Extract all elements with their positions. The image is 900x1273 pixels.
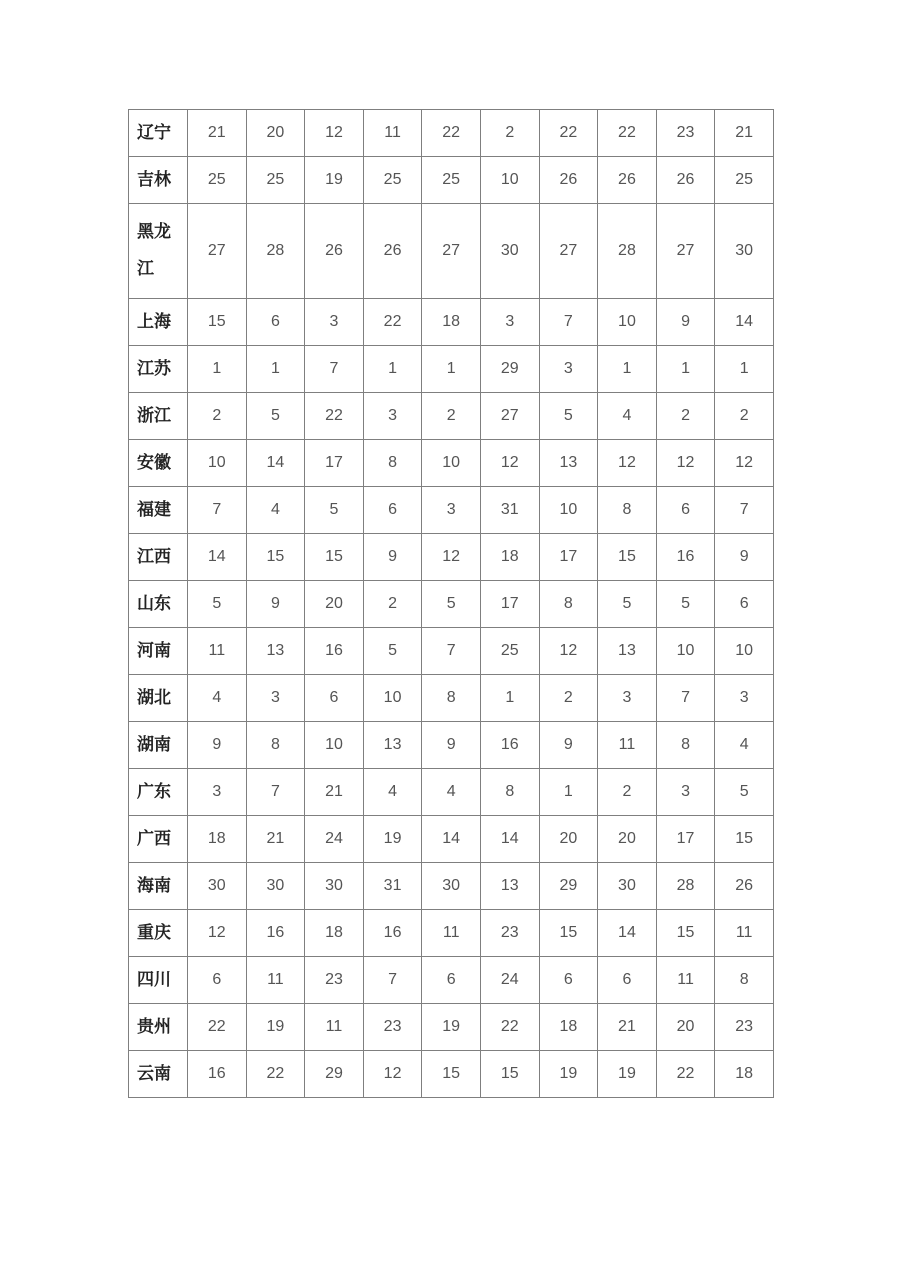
province-cell: 上海 — [129, 299, 188, 346]
table-row — [129, 581, 774, 628]
rank-cell: 22 — [598, 110, 657, 157]
rank-cell: 5 — [598, 581, 657, 628]
rank-cell: 22 — [656, 1051, 715, 1098]
rank-cell: 30 — [715, 204, 774, 299]
province-cell: 安徽 — [129, 440, 188, 487]
rank-cell: 9 — [246, 581, 305, 628]
rank-cell: 4 — [598, 393, 657, 440]
rank-cell: 21 — [305, 769, 364, 816]
rank-cell: 9 — [422, 722, 481, 769]
rank-cell: 28 — [598, 204, 657, 299]
rank-cell: 18 — [715, 1051, 774, 1098]
rank-cell: 25 — [246, 157, 305, 204]
rank-cell: 8 — [480, 769, 539, 816]
rank-cell: 15 — [480, 1051, 539, 1098]
province-cell: 贵州 — [129, 1004, 188, 1051]
rank-cell: 15 — [598, 534, 657, 581]
rank-cell: 27 — [656, 204, 715, 299]
rank-cell: 7 — [188, 487, 247, 534]
rank-cell: 23 — [363, 1004, 422, 1051]
rank-cell: 26 — [539, 157, 598, 204]
rank-cell: 6 — [305, 675, 364, 722]
rank-cell: 1 — [363, 346, 422, 393]
rank-cell: 5 — [422, 581, 481, 628]
rank-cell: 30 — [188, 863, 247, 910]
rank-cell: 5 — [539, 393, 598, 440]
rank-cell: 29 — [539, 863, 598, 910]
rank-cell: 22 — [539, 110, 598, 157]
rank-cell: 11 — [246, 957, 305, 1004]
rank-cell: 4 — [363, 769, 422, 816]
rank-cell: 7 — [363, 957, 422, 1004]
rank-cell: 3 — [188, 769, 247, 816]
rank-cell: 20 — [539, 816, 598, 863]
rank-cell: 7 — [422, 628, 481, 675]
province-cell — [129, 204, 188, 299]
table-row — [129, 487, 774, 534]
province-cell: 云南 — [129, 1051, 188, 1098]
rank-cell: 17 — [305, 440, 364, 487]
province-line: 江 — [137, 259, 154, 279]
table-row — [129, 628, 774, 675]
province-cell: 江西 — [129, 534, 188, 581]
rank-cell: 31 — [480, 487, 539, 534]
rank-cell: 4 — [422, 769, 481, 816]
province-cell: 河南 — [129, 628, 188, 675]
rank-cell: 3 — [363, 393, 422, 440]
rank-cell: 5 — [656, 581, 715, 628]
rank-cell: 27 — [422, 204, 481, 299]
rank-cell: 12 — [539, 628, 598, 675]
table-row — [129, 910, 774, 957]
rank-cell: 10 — [480, 157, 539, 204]
province-cell: 四川 — [129, 957, 188, 1004]
rank-cell: 30 — [480, 204, 539, 299]
rank-cell: 9 — [715, 534, 774, 581]
table-body — [129, 110, 774, 1098]
rank-cell: 3 — [656, 769, 715, 816]
rank-cell: 10 — [188, 440, 247, 487]
rank-cell: 3 — [715, 675, 774, 722]
rank-cell: 30 — [422, 863, 481, 910]
rank-cell: 4 — [188, 675, 247, 722]
rank-cell: 11 — [188, 628, 247, 675]
rank-cell: 5 — [246, 393, 305, 440]
rank-cell: 10 — [422, 440, 481, 487]
rank-cell: 10 — [539, 487, 598, 534]
rank-cell: 8 — [715, 957, 774, 1004]
rank-cell: 21 — [188, 110, 247, 157]
rank-cell: 15 — [246, 534, 305, 581]
rank-cell: 6 — [715, 581, 774, 628]
rank-cell: 1 — [188, 346, 247, 393]
rank-cell: 15 — [305, 534, 364, 581]
rank-cell: 13 — [480, 863, 539, 910]
rank-cell: 3 — [539, 346, 598, 393]
rank-cell: 19 — [305, 157, 364, 204]
rank-cell: 12 — [656, 440, 715, 487]
rank-cell: 18 — [305, 910, 364, 957]
table-row — [129, 863, 774, 910]
rank-cell: 27 — [188, 204, 247, 299]
rank-cell: 13 — [539, 440, 598, 487]
rank-cell: 6 — [656, 487, 715, 534]
table-row — [129, 346, 774, 393]
rank-cell: 17 — [539, 534, 598, 581]
rank-cell: 26 — [305, 204, 364, 299]
province-cell: 吉林 — [129, 157, 188, 204]
rank-cell: 2 — [422, 393, 481, 440]
rank-cell: 18 — [539, 1004, 598, 1051]
rank-cell: 18 — [188, 816, 247, 863]
rank-cell: 30 — [598, 863, 657, 910]
province-cell: 山东 — [129, 581, 188, 628]
rank-cell: 2 — [656, 393, 715, 440]
rank-cell: 23 — [715, 1004, 774, 1051]
rank-cell: 11 — [715, 910, 774, 957]
rank-cell: 11 — [598, 722, 657, 769]
rank-cell: 9 — [656, 299, 715, 346]
table-row — [129, 1004, 774, 1051]
rank-cell: 16 — [363, 910, 422, 957]
table-row — [129, 769, 774, 816]
table-row — [129, 816, 774, 863]
rank-cell: 22 — [480, 1004, 539, 1051]
rank-cell: 2 — [715, 393, 774, 440]
rank-cell: 14 — [598, 910, 657, 957]
rank-cell: 3 — [305, 299, 364, 346]
rank-cell: 15 — [539, 910, 598, 957]
rank-cell: 15 — [188, 299, 247, 346]
rank-cell: 5 — [363, 628, 422, 675]
rank-cell: 19 — [539, 1051, 598, 1098]
rank-cell: 14 — [422, 816, 481, 863]
rank-cell: 30 — [305, 863, 364, 910]
rank-cell: 1 — [539, 769, 598, 816]
rank-cell: 22 — [363, 299, 422, 346]
rank-cell: 1 — [598, 346, 657, 393]
rank-cell: 10 — [598, 299, 657, 346]
rank-cell: 11 — [363, 110, 422, 157]
rank-cell: 2 — [480, 110, 539, 157]
table-row — [129, 393, 774, 440]
rank-cell: 2 — [363, 581, 422, 628]
province-cell: 辽宁 — [129, 110, 188, 157]
rank-cell: 1 — [246, 346, 305, 393]
rank-cell: 5 — [715, 769, 774, 816]
province-cell: 海南 — [129, 863, 188, 910]
rank-cell: 20 — [305, 581, 364, 628]
rank-cell: 20 — [656, 1004, 715, 1051]
rank-cell: 1 — [715, 346, 774, 393]
table-row — [129, 204, 774, 299]
table-row — [129, 299, 774, 346]
rank-cell: 5 — [188, 581, 247, 628]
rank-cell: 7 — [305, 346, 364, 393]
rank-cell: 16 — [305, 628, 364, 675]
rank-cell: 26 — [656, 157, 715, 204]
rank-cell: 11 — [422, 910, 481, 957]
rank-cell: 23 — [305, 957, 364, 1004]
rank-cell: 9 — [363, 534, 422, 581]
province-cell: 重庆 — [129, 910, 188, 957]
rank-cell: 8 — [422, 675, 481, 722]
rank-cell: 6 — [246, 299, 305, 346]
rank-cell: 23 — [656, 110, 715, 157]
rank-cell: 12 — [422, 534, 481, 581]
rank-cell: 1 — [656, 346, 715, 393]
rank-cell: 16 — [480, 722, 539, 769]
table-row — [129, 440, 774, 487]
rank-cell: 2 — [188, 393, 247, 440]
rank-cell: 25 — [715, 157, 774, 204]
rank-cell: 15 — [422, 1051, 481, 1098]
rank-cell: 10 — [715, 628, 774, 675]
rank-cell: 10 — [363, 675, 422, 722]
rank-cell: 18 — [480, 534, 539, 581]
rank-cell: 6 — [422, 957, 481, 1004]
province-cell: 广西 — [129, 816, 188, 863]
rank-cell: 14 — [715, 299, 774, 346]
rank-cell: 15 — [656, 910, 715, 957]
rank-cell: 12 — [598, 440, 657, 487]
rank-cell: 12 — [305, 110, 364, 157]
rank-cell: 13 — [363, 722, 422, 769]
rank-cell: 9 — [188, 722, 247, 769]
rank-cell: 12 — [188, 910, 247, 957]
rank-cell: 16 — [656, 534, 715, 581]
rank-cell: 6 — [539, 957, 598, 1004]
rank-cell: 19 — [363, 816, 422, 863]
rank-cell: 25 — [422, 157, 481, 204]
rank-cell: 10 — [305, 722, 364, 769]
rank-cell: 20 — [598, 816, 657, 863]
table-row — [129, 957, 774, 1004]
province-line: 黑龙 — [137, 221, 171, 242]
rank-cell: 29 — [480, 346, 539, 393]
rank-cell: 20 — [246, 110, 305, 157]
ranking-table — [128, 109, 774, 1098]
rank-cell: 19 — [246, 1004, 305, 1051]
rank-cell: 4 — [246, 487, 305, 534]
rank-cell: 12 — [363, 1051, 422, 1098]
rank-cell: 8 — [656, 722, 715, 769]
rank-cell: 3 — [480, 299, 539, 346]
province-cell: 广东 — [129, 769, 188, 816]
rank-cell: 24 — [305, 816, 364, 863]
rank-cell: 3 — [246, 675, 305, 722]
rank-cell: 31 — [363, 863, 422, 910]
rank-cell: 19 — [598, 1051, 657, 1098]
rank-cell: 3 — [598, 675, 657, 722]
rank-cell: 26 — [715, 863, 774, 910]
rank-cell: 22 — [188, 1004, 247, 1051]
rank-cell: 13 — [246, 628, 305, 675]
rank-cell: 27 — [480, 393, 539, 440]
rank-cell: 16 — [188, 1051, 247, 1098]
rank-cell: 8 — [539, 581, 598, 628]
rank-cell: 23 — [480, 910, 539, 957]
rank-cell: 3 — [422, 487, 481, 534]
rank-cell: 27 — [539, 204, 598, 299]
rank-cell: 7 — [715, 487, 774, 534]
rank-cell: 5 — [305, 487, 364, 534]
rank-cell: 11 — [305, 1004, 364, 1051]
table-row — [129, 110, 774, 157]
rank-cell: 28 — [656, 863, 715, 910]
rank-cell: 12 — [715, 440, 774, 487]
rank-cell: 8 — [598, 487, 657, 534]
rank-cell: 15 — [715, 816, 774, 863]
province-cell: 福建 — [129, 487, 188, 534]
rank-cell: 6 — [363, 487, 422, 534]
rank-cell: 6 — [188, 957, 247, 1004]
rank-cell: 17 — [656, 816, 715, 863]
rank-cell: 19 — [422, 1004, 481, 1051]
rank-cell: 24 — [480, 957, 539, 1004]
rank-cell: 12 — [480, 440, 539, 487]
rank-cell: 7 — [246, 769, 305, 816]
table-row — [129, 157, 774, 204]
rank-cell: 22 — [422, 110, 481, 157]
rank-cell: 6 — [598, 957, 657, 1004]
rank-cell: 16 — [246, 910, 305, 957]
rank-cell: 2 — [598, 769, 657, 816]
province-cell: 浙江 — [129, 393, 188, 440]
rank-cell: 11 — [656, 957, 715, 1004]
rank-cell: 7 — [656, 675, 715, 722]
rank-cell: 22 — [305, 393, 364, 440]
rank-cell: 4 — [715, 722, 774, 769]
table-row — [129, 675, 774, 722]
rank-cell: 17 — [480, 581, 539, 628]
rank-cell: 21 — [715, 110, 774, 157]
rank-cell: 2 — [539, 675, 598, 722]
rank-cell: 21 — [598, 1004, 657, 1051]
table-row — [129, 722, 774, 769]
rank-cell: 8 — [246, 722, 305, 769]
table-row — [129, 1051, 774, 1098]
rank-cell: 30 — [246, 863, 305, 910]
rank-cell: 29 — [305, 1051, 364, 1098]
table-row — [129, 534, 774, 581]
rank-cell: 1 — [480, 675, 539, 722]
rank-cell: 28 — [246, 204, 305, 299]
rank-cell: 14 — [246, 440, 305, 487]
rank-cell: 13 — [598, 628, 657, 675]
province-cell: 湖南 — [129, 722, 188, 769]
rank-cell: 8 — [363, 440, 422, 487]
rank-cell: 9 — [539, 722, 598, 769]
rank-cell: 21 — [246, 816, 305, 863]
rank-cell: 26 — [363, 204, 422, 299]
rank-cell: 10 — [656, 628, 715, 675]
rank-cell: 14 — [480, 816, 539, 863]
rank-cell: 14 — [188, 534, 247, 581]
rank-cell: 18 — [422, 299, 481, 346]
rank-cell: 1 — [422, 346, 481, 393]
rank-cell: 22 — [246, 1051, 305, 1098]
rank-cell: 25 — [363, 157, 422, 204]
rank-cell: 25 — [480, 628, 539, 675]
rank-cell: 26 — [598, 157, 657, 204]
rank-cell: 7 — [539, 299, 598, 346]
province-cell: 湖北 — [129, 675, 188, 722]
rank-cell: 25 — [188, 157, 247, 204]
province-cell: 江苏 — [129, 346, 188, 393]
